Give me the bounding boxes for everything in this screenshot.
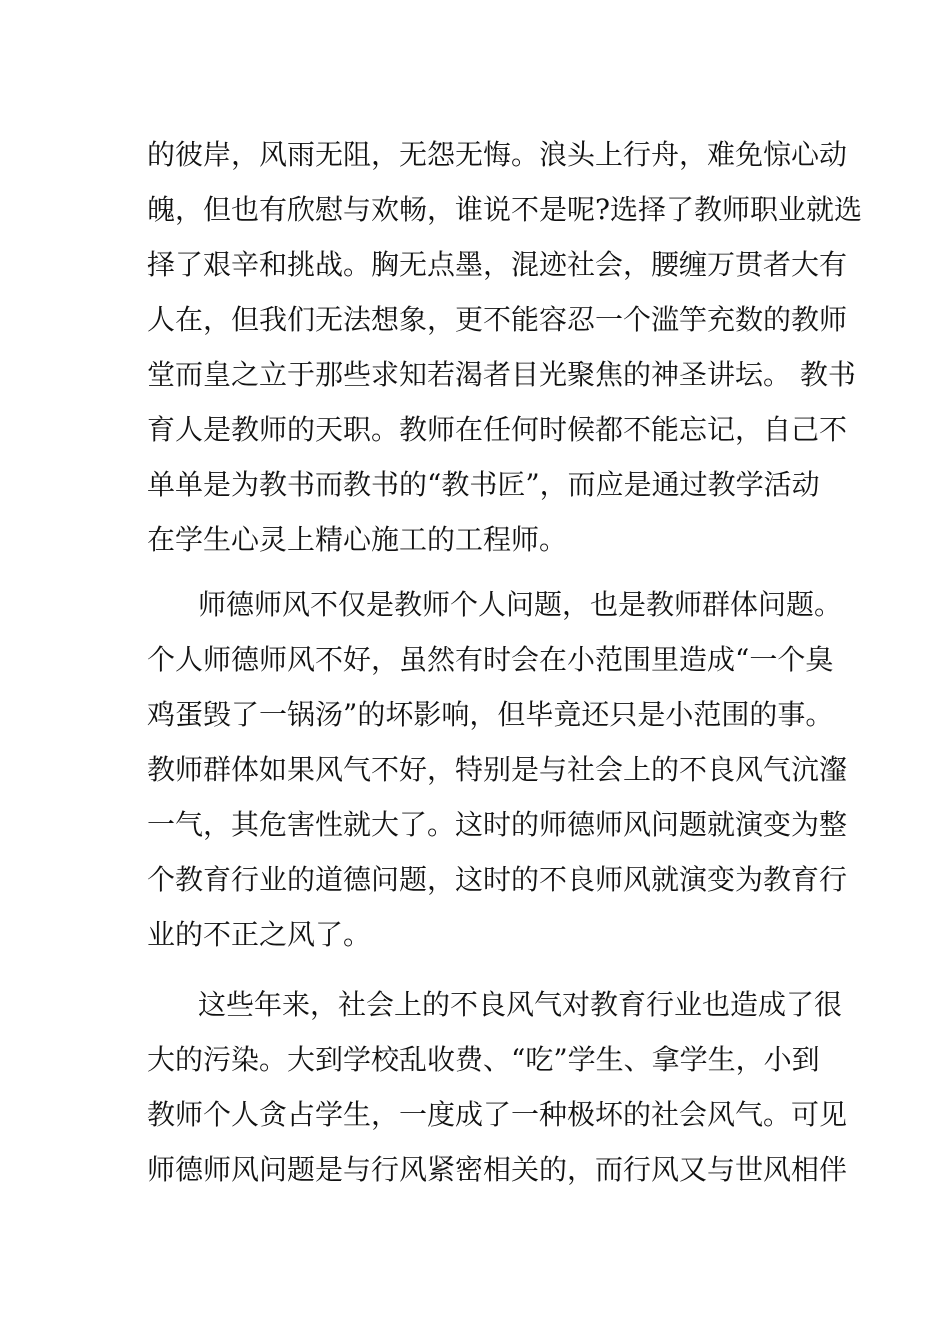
text-line: 教师个人贪占学生，一度成了一种极坏的社会风气。可见 xyxy=(147,1098,848,1131)
text-line: 育人是教师的天职。教师在任何时候都不能忘记，自己不 xyxy=(147,413,848,446)
text-line: 业的不正之风了。 xyxy=(147,918,372,951)
text-line: 个人师德师风不好，虽然有时会在小范围里造成“一个臭 xyxy=(147,643,834,676)
text-line: 在学生心灵上精心施工的工程师。 xyxy=(147,523,568,556)
text-line: 堂而皇之立于那些求知若渴者目光聚焦的神圣讲坛。 教书 xyxy=(147,358,856,391)
text-line: 个教育行业的道德问题，这时的不良师风就演变为教育行 xyxy=(147,863,848,896)
text-line: 单单是为教书而教书的“教书匠”，而应是通过教学活动 xyxy=(147,468,820,501)
text-line: 魄，但也有欣慰与欢畅，谁说不是呢?选择了教师职业就选 xyxy=(147,193,863,226)
text-line: 教师群体如果风气不好，特别是与社会上的不良风气沆瀣 xyxy=(147,753,848,786)
text-line: 人在，但我们无法想象，更不能容忍一个滥竽充数的教师 xyxy=(147,303,848,336)
text-line: 师德师风问题是与行风紧密相关的，而行风又与世风相伴 xyxy=(147,1153,848,1186)
text-line: 一气，其危害性就大了。这时的师德师风问题就演变为整 xyxy=(147,808,848,841)
text-line: 大的污染。大到学校乱收费、“吃”学生、拿学生，小到 xyxy=(147,1043,820,1076)
paragraph-first-line: 师德师风不仅是教师个人问题，也是教师群体问题。 xyxy=(198,588,843,621)
text-line: 的彼岸，风雨无阻，无怨无悔。浪头上行舟，难免惊心动 xyxy=(147,138,848,171)
text-line: 鸡蛋毁了一锅汤”的坏影响，但毕竟还只是小范围的事。 xyxy=(147,698,834,731)
text-line: 择了艰辛和挑战。胸无点墨，混迹社会，腰缠万贯者大有 xyxy=(147,248,848,281)
paragraph-first-line: 这些年来，社会上的不良风气对教育行业也造成了很 xyxy=(198,988,843,1021)
